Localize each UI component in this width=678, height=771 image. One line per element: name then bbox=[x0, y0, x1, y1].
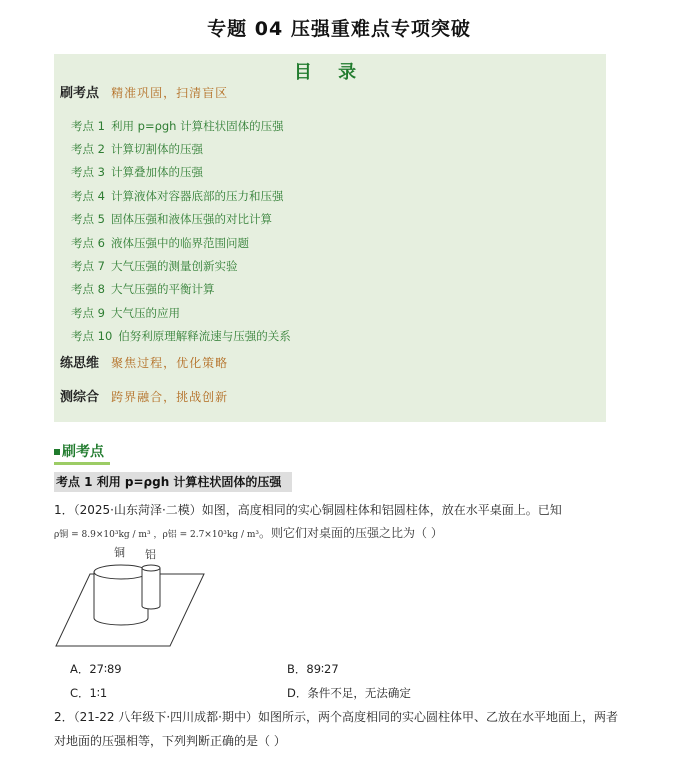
option-d[interactable]: D．条件不足，无法确定 bbox=[287, 686, 411, 700]
section-label: 刷考点 bbox=[60, 86, 100, 101]
toc-item-text: 计算液体对容器底部的压力和压强 bbox=[110, 189, 284, 203]
toc-section-thinking[interactable] bbox=[60, 352, 228, 371]
toc-item-num: 考点 10 bbox=[71, 329, 113, 343]
toc-item-6[interactable] bbox=[71, 235, 249, 251]
section-desc: 精准巩固，扫清盲区 bbox=[111, 86, 229, 100]
toc-item-text: 计算切割体的压强 bbox=[110, 142, 203, 156]
toc-item-text: 利用 p=ρgh 计算柱状固体的压强 bbox=[110, 119, 284, 133]
toc-item-num: 考点 5 bbox=[71, 212, 105, 226]
toc-item-num: 考点 7 bbox=[71, 259, 105, 273]
toc-item-text: 固体压强和液体压强的对比计算 bbox=[110, 212, 272, 226]
toc-item-num: 考点 3 bbox=[71, 165, 105, 179]
table-of-contents bbox=[54, 54, 606, 422]
toc-section-practice[interactable] bbox=[60, 82, 228, 101]
option-c[interactable]: C．1∶1 bbox=[70, 686, 108, 700]
toc-item-num: 考点 8 bbox=[71, 282, 105, 296]
question-1-line-1: 1．（2025·山东菏泽·二模）如图，高度相同的实心铜圆柱体和铝圆柱体，放在水平桌面上。已知 bbox=[54, 503, 562, 517]
question-2-line-2: 对地面的压强相等，下列判断正确的是（ ） bbox=[54, 734, 286, 748]
density-formula: ρ铜 = 8.9×10³kg / m³ ，ρ铝 = 2.7×10³kg / m³ bbox=[54, 530, 260, 540]
toc-item-num: 考点 9 bbox=[71, 306, 105, 320]
toc-item-10[interactable] bbox=[71, 328, 291, 344]
toc-item-text: 大气压的应用 bbox=[110, 306, 180, 320]
toc-item-9[interactable] bbox=[71, 305, 180, 321]
page-title: 专题 04 压强重难点专项突破 bbox=[207, 18, 471, 40]
cylinders-figure bbox=[54, 548, 214, 656]
section-heading-text: 刷考点 bbox=[62, 444, 104, 460]
square-bullet-icon bbox=[54, 449, 60, 455]
toc-item-5[interactable] bbox=[71, 211, 272, 227]
section-heading bbox=[54, 441, 104, 461]
heading-underline bbox=[54, 462, 110, 465]
key-point-bar: 考点 1 利用 p=ρgh 计算柱状固体的压强 bbox=[54, 472, 292, 492]
section-label: 测综合 bbox=[60, 390, 100, 405]
toc-item-num: 考点 2 bbox=[71, 142, 105, 156]
toc-item-text: 伯努利原理解释流速与压强的关系 bbox=[118, 329, 291, 343]
question-1-line-2: 。则它们对桌面的压强之比为（ ） bbox=[259, 526, 443, 540]
toc-item-text: 液体压强中的临界范围问题 bbox=[110, 236, 249, 250]
toc-item-8[interactable] bbox=[71, 281, 214, 297]
toc-item-7[interactable] bbox=[71, 258, 237, 274]
toc-heading: 目 录 bbox=[293, 62, 367, 83]
section-label: 练思维 bbox=[60, 356, 100, 371]
toc-item-num: 考点 6 bbox=[71, 236, 105, 250]
section-desc: 聚焦过程，优化策略 bbox=[111, 356, 229, 370]
question-1-formula bbox=[54, 524, 443, 541]
toc-item-4[interactable] bbox=[71, 188, 283, 204]
section-desc: 跨界融合，挑战创新 bbox=[111, 390, 229, 404]
toc-item-3[interactable] bbox=[71, 164, 203, 180]
aluminum-label: 铝 bbox=[145, 548, 156, 561]
toc-item-num: 考点 1 bbox=[71, 119, 105, 133]
toc-item-2[interactable] bbox=[71, 141, 203, 157]
option-b[interactable]: B．89∶27 bbox=[287, 662, 339, 676]
copper-label: 铜 bbox=[114, 546, 125, 559]
toc-section-comprehensive[interactable] bbox=[60, 386, 228, 405]
toc-item-1[interactable] bbox=[71, 118, 284, 134]
toc-item-text: 计算叠加体的压强 bbox=[110, 165, 203, 179]
toc-item-text: 大气压强的测量创新实验 bbox=[110, 259, 238, 273]
toc-item-num: 考点 4 bbox=[71, 189, 105, 203]
cylinders-diagram bbox=[54, 548, 214, 652]
toc-item-text: 大气压强的平衡计算 bbox=[110, 282, 215, 296]
option-a[interactable]: A．27∶89 bbox=[70, 662, 122, 676]
question-2-line-1: 2．（21-22 八年级下·四川成都·期中）如图所示，两个高度相同的实心圆柱体甲、乙放在水平地面上，两者 bbox=[54, 710, 618, 724]
